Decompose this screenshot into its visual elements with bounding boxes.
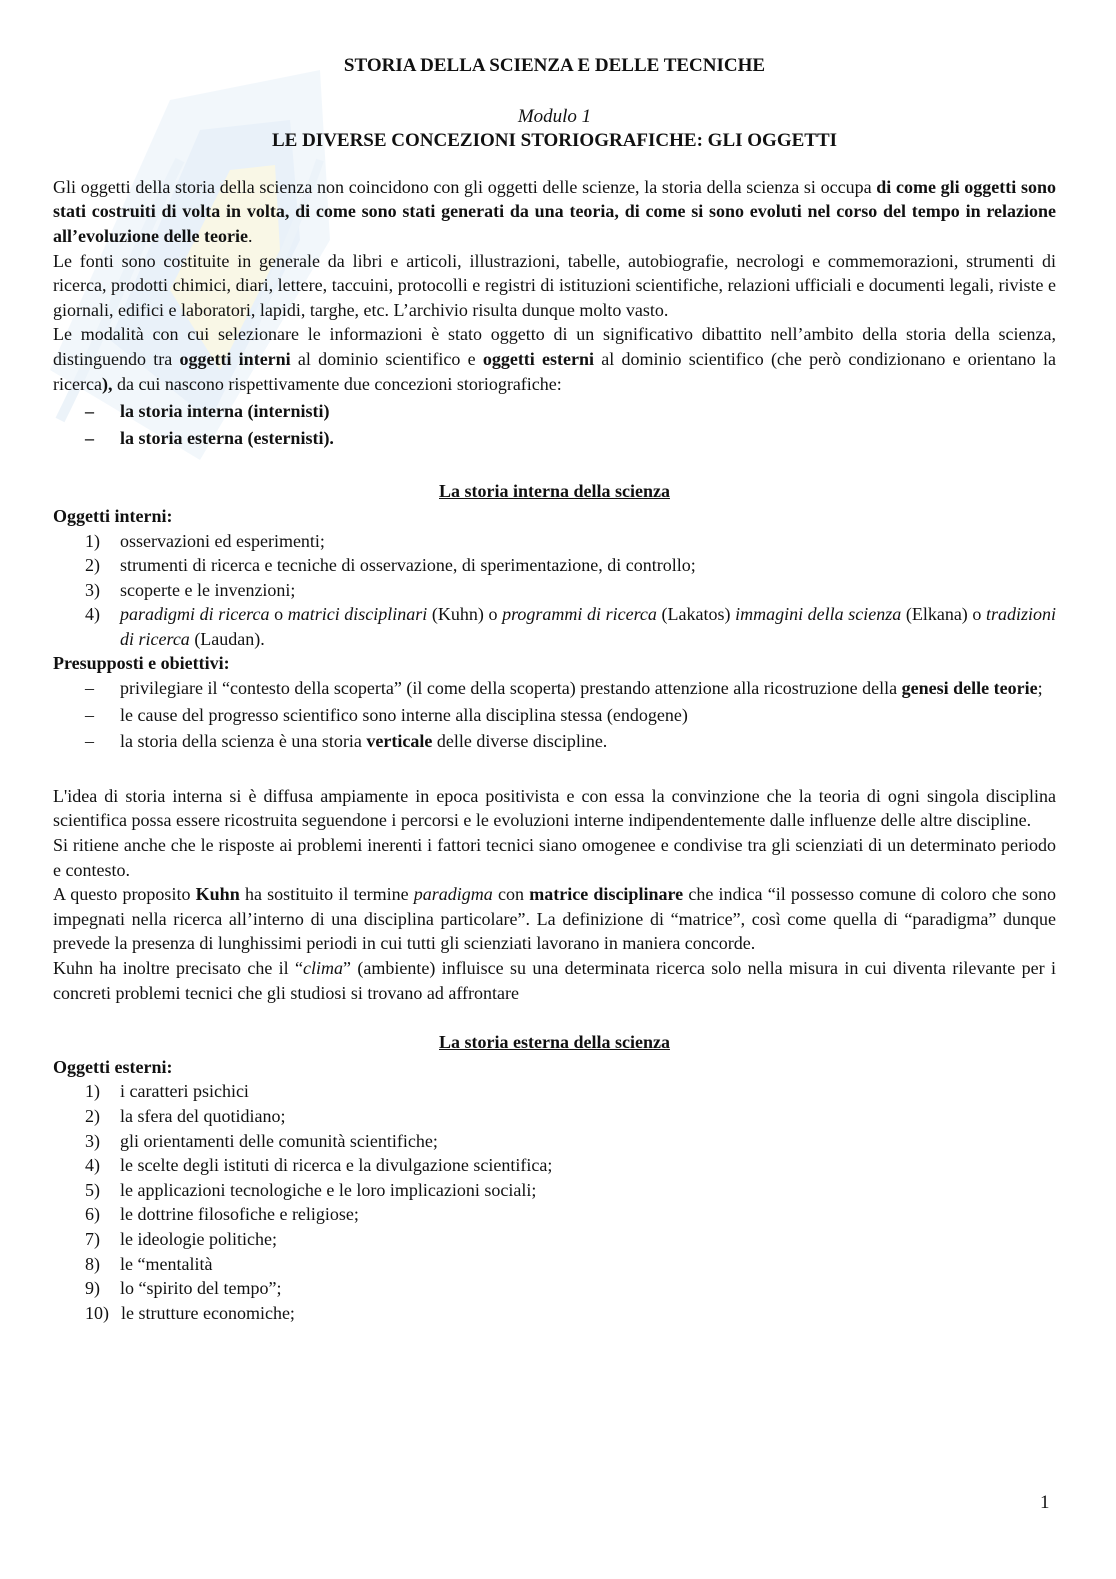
list-item: 2) strumenti di ricerca e tecniche di osservazione, di sperimentazione, di controllo;: [85, 555, 696, 576]
list-item: 4) paradigmi di ricerca o matrici disciplinari (Kuhn) o programmi di ricerca (Lakatos) immagini della scienza (Elkana) o tradizioni di ricerca (Laudan).: [85, 604, 1057, 649]
list-item: 8) le “mentalità: [85, 1253, 213, 1274]
list-item: 9) lo “spirito del tempo”;: [85, 1278, 282, 1299]
list-item: – la storia della scienza è una storia verticale delle diverse discipline.: [85, 731, 608, 752]
list-item: 5) le applicazioni tecnologiche e le loro implicazioni sociali;: [85, 1179, 537, 1200]
conceptions-list: [53, 399, 1056, 450]
internal-paragraph-3: A questo proposito Kuhn ha sostituito il termine paradigma con matrice disciplinare che indica “il possesso comune di coloro che sono impegnati nella ricerca all’interno di una disciplina particolare”. La definizione di “matrice”, così come quella di “paradigma” dunque prevede la presenza di lunghissimi periodi in cui tutti gli scienziati lavorano in maniera concorde.: [53, 884, 1056, 954]
internal-paragraph-1: L'idea di storia interna si è diffusa ampiamente in epoca positivista e con essa la convinzione che la teoria di ogni singola disciplina scientifica possa essere ricostruita seguendone i percorsi e le evoluzioni interne indipendentemente dalle influenze delle altre discipline.: [53, 785, 1056, 831]
intro-paragraph-1: Gli oggetti della storia della scienza non coincidono con gli oggetti delle scienze, la storia della scienza si occupa di come gli oggetti sono stati costruiti di volta in volta, di come sono stati generati da una teoria, di come si sono evoluti nel corso del tempo in relazione all’evoluzione delle teorie.: [53, 176, 1056, 246]
internal-paragraph-4: Kuhn ha inoltre precisato che il “clima” (ambiente) influisce su una determinata ricerca solo nella misura in cui diventa rilevante per i concreti problemi tecnici che gli studiosi si trovano ad affrontare: [53, 958, 1056, 1003]
internal-objects-heading: Oggetti interni:: [53, 505, 173, 526]
document-content: [53, 54, 1056, 1325]
list-item: 10) le strutture economiche;: [85, 1302, 295, 1323]
document-title: STORIA DELLA SCIENZA E DELLE TECNICHE: [343, 55, 766, 76]
page-number: 1: [1040, 1492, 1050, 1513]
internal-goals-heading: Presupposti e obiettivi:: [53, 653, 230, 674]
list-item: – la storia esterna (esternisti).: [85, 427, 334, 448]
list-item: 3) scoperte e le invenzioni;: [85, 579, 296, 600]
list-item: 3) gli orientamenti delle comunità scientifiche;: [85, 1130, 438, 1151]
list-item: 2) la sfera del quotidiano;: [85, 1105, 286, 1126]
external-objects-list: [53, 1079, 1056, 1325]
module-title: LE DIVERSE CONCEZIONI STORIOGRAFICHE: GLI OGGETTI: [271, 130, 838, 152]
list-item: – le cause del progresso scientifico sono interne alla disciplina stessa (endogene): [85, 704, 688, 725]
list-item: 1) i caratteri psichici: [85, 1081, 249, 1102]
list-item: – la storia interna (internisti): [85, 401, 330, 422]
list-item: 1) osservazioni ed esperimenti;: [85, 530, 325, 551]
list-item: 4) le scelte degli istituti di ricerca e la divulgazione scientifica;: [85, 1155, 553, 1176]
section-title-internal: La storia interna della scienza: [439, 481, 670, 502]
list-item: 7) le ideologie politiche;: [85, 1228, 277, 1249]
list-item: – privilegiare il “contesto della scoperta” (il come della scoperta) prestando attenzione alla ricostruzione della genesi delle teorie;: [85, 678, 1043, 699]
list-item: 6) le dottrine filosofiche e religiose;: [85, 1204, 359, 1225]
internal-paragraph-2: Si ritiene anche che le risposte ai problemi inerenti i fattori tecnici siano omogenee e condivise tra gli scienziati di un determinato periodo e contesto.: [53, 835, 1056, 880]
external-objects-heading: Oggetti esterni:: [53, 1056, 173, 1077]
internal-goals-list: [53, 676, 1056, 754]
section-title-external: La storia esterna della scienza: [439, 1032, 670, 1053]
intro-paragraph-2: Le fonti sono costituite in generale da libri e articoli, illustrazioni, tabelle, autobiografie, necrologi e commemorazioni, strumenti di ricerca, prodotti chimici, diari, lettere, taccuini, protocolli e registri di istituzioni scientifiche, relazioni ufficiali e documenti legali, riviste e giornali, edifici e laboratori, lapidi, targhe, etc. L’archivio risulta dunque molto vasto.: [53, 250, 1056, 320]
intro-paragraph-3: Le modalità con cui selezionare le informazioni è stato oggetto di un significativo dibattito nell’ambito della storia della scienza, distinguendo tra oggetti interni al dominio scientifico e oggetti esterni al dominio scientifico (che però condizionano e orientano la ricerca), da cui nascono rispettivamente due concezioni storiografiche:: [53, 324, 1057, 394]
module-label: Modulo 1: [517, 105, 592, 127]
internal-objects-list: [53, 529, 1056, 652]
